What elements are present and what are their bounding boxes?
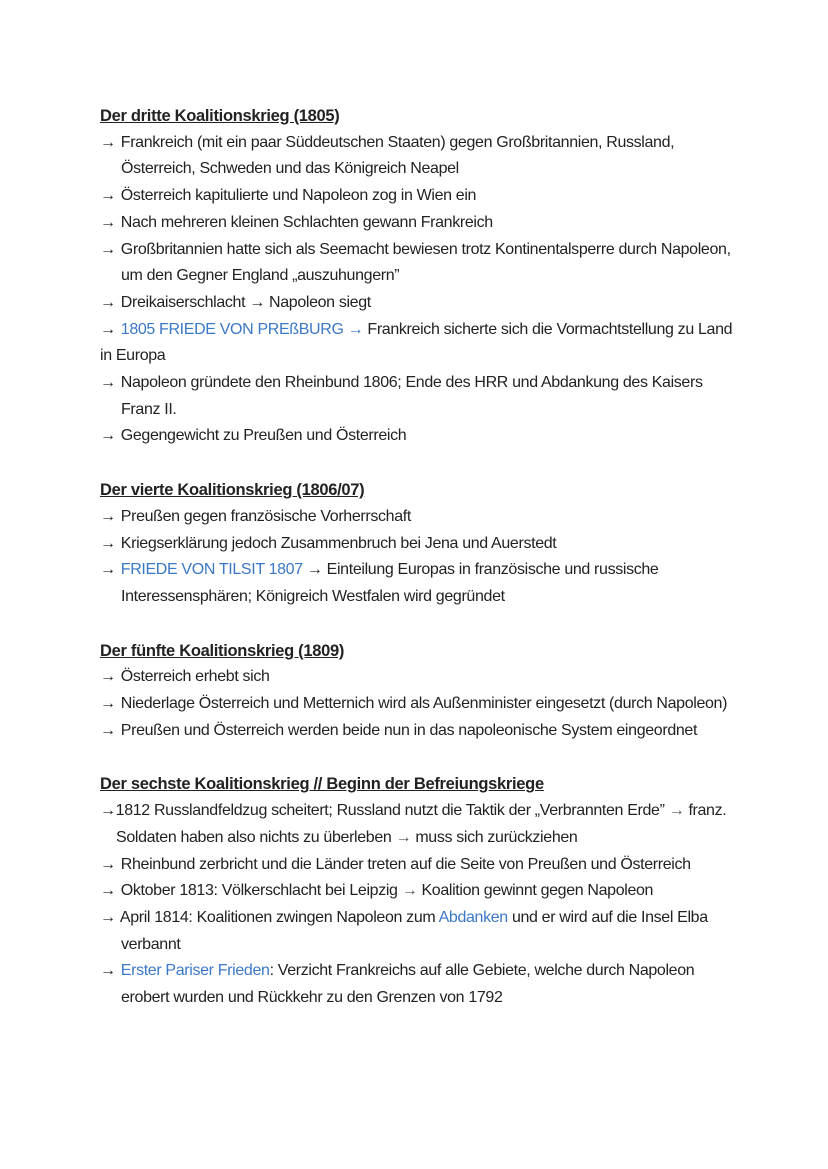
- list-item: [100, 852, 740, 879]
- arrow-icon: →: [100, 320, 116, 338]
- list-item: [100, 210, 740, 237]
- section-heading: Der sechste Koalitionskrieg // Beginn der Befreiungskriege: [100, 775, 544, 794]
- highlight-link[interactable]: Erster Pariser Frieden: [120, 962, 270, 980]
- item-text: Frankreich sicherte sich die Vormachtstellung zu Land in Europa: [100, 320, 733, 365]
- arrow-icon: →: [100, 187, 116, 205]
- section-heading: Der fünfte Koalitionskrieg (1809): [100, 641, 345, 660]
- item-text: Napoleon gründete den Rheinbund 1806; Ende des HRR und Abdankung des Kaisers Franz II.: [120, 374, 703, 418]
- list-item: [100, 557, 740, 610]
- section-fourth-coalition: [100, 477, 740, 611]
- arrow-icon: →: [100, 668, 116, 686]
- item-text: Nach mehreren kleinen Schlachten gewann Frankreich: [120, 213, 493, 231]
- arrow-icon: →: [100, 855, 116, 873]
- item-text-post: muss sich zurückziehen: [411, 828, 578, 846]
- document-page: [100, 103, 740, 1012]
- section-sixth-coalition: [100, 771, 740, 1011]
- arrow-icon: →: [100, 962, 116, 980]
- list-item: [100, 317, 740, 370]
- item-text: franz. Soldaten haben also nichts zu überleben: [116, 802, 727, 846]
- item-text: Österreich kapitulierte und Napoleon zog in Wien ein: [120, 187, 477, 205]
- list-item: [100, 905, 740, 958]
- arrow-icon: →: [100, 213, 116, 231]
- item-text-pre: Dreikaiserschlacht: [120, 293, 250, 311]
- arrow-icon: →: [100, 908, 116, 926]
- item-text: Preußen und Österreich werden beide nun in das napoleonische System eingeordnet: [120, 721, 698, 739]
- item-text: und er wird auf die Insel Elba verbannt: [121, 908, 708, 953]
- arrow-icon: →: [668, 802, 685, 820]
- list-item: [100, 664, 740, 691]
- section-fifth-coalition: [100, 638, 740, 745]
- item-text-pre: Oktober 1813: Völkerschlacht bei Leipzig: [120, 882, 402, 900]
- arrow-icon: →: [395, 828, 412, 846]
- section-heading: Der vierte Koalitionskrieg (1806/07): [100, 481, 365, 500]
- item-text: Gegengewicht zu Preußen und Österreich: [120, 427, 407, 445]
- arrow-icon: →: [100, 133, 116, 151]
- highlight-link[interactable]: FRIEDE VON TILSIT 1807: [120, 561, 303, 579]
- arrow-icon: →: [401, 882, 418, 900]
- arrow-icon: →: [100, 561, 116, 579]
- list-item: [100, 290, 740, 317]
- item-text-pre: 1812 Russlandfeldzug scheitert; Russland nutzt die Taktik der „Verbrannten Erde”: [115, 802, 669, 820]
- arrow-icon: →: [100, 374, 116, 392]
- arrow-icon: →: [100, 802, 116, 820]
- arrow-icon: →: [100, 240, 116, 258]
- list-item: [100, 531, 740, 558]
- list-item: [100, 798, 740, 851]
- item-text: Einteilung Europas in französische und russische Interessensphären; Königreich Westfalen wird gegründet: [121, 561, 659, 605]
- arrow-icon: →: [100, 427, 116, 445]
- arrow-icon: →: [347, 320, 364, 338]
- list-item: [100, 183, 740, 210]
- arrow-icon: →: [100, 507, 116, 525]
- item-text: Niederlage Österreich und Metternich wird als Außenminister eingesetzt (durch Napoleon): [120, 695, 728, 713]
- highlight-link[interactable]: 1805 FRIEDE VON PREßBURG: [120, 320, 344, 338]
- list-item: [100, 423, 740, 450]
- item-text: Frankreich (mit ein paar Süddeutschen Staaten) gegen Großbritannien, Russland, Österreich, Schweden und das Königreich Neapel: [120, 133, 675, 178]
- list-item: [100, 370, 740, 423]
- item-text: Großbritannien hatte sich als Seemacht bewiesen trotz Kontinentalsperre durch Napoleon, um den Gegner England „auszuhungern”: [120, 240, 731, 285]
- highlight-link[interactable]: Abdanken: [438, 908, 508, 926]
- section-heading: Der dritte Koalitionskrieg (1805): [100, 107, 340, 125]
- arrow-icon: →: [100, 695, 116, 713]
- list-item: [100, 718, 740, 745]
- arrow-icon: →: [100, 293, 116, 311]
- item-text: Koalition gewinnt gegen Napoleon: [417, 882, 654, 900]
- item-text: Österreich erhebt sich: [120, 668, 270, 686]
- arrow-icon: →: [100, 882, 116, 900]
- item-text: Napoleon siegt: [264, 293, 371, 311]
- list-item: [100, 958, 740, 1011]
- list-item: [100, 237, 740, 290]
- list-item: [100, 504, 740, 531]
- arrow-icon: →: [100, 534, 116, 552]
- item-text: Kriegserklärung jedoch Zusammenbruch bei Jena und Auerstedt: [120, 534, 557, 552]
- item-text-pre: April 1814: Koalitionen zwingen Napoleon zum: [119, 908, 439, 926]
- item-text: Rheinbund zerbricht und die Länder treten auf die Seite von Preußen und Österreich: [120, 855, 691, 873]
- list-item: [100, 878, 740, 905]
- arrow-icon: →: [100, 721, 116, 739]
- item-text: : Verzicht Frankreichs auf alle Gebiete, welche durch Napoleon erobert wurden und Rückkehr zu den Grenzen von 1792: [121, 962, 695, 1007]
- list-item: [100, 691, 740, 718]
- item-text: Preußen gegen französische Vorherrschaft: [120, 507, 411, 525]
- arrow-icon: →: [249, 293, 265, 311]
- section-third-coalition: [100, 103, 740, 450]
- list-item: [100, 130, 740, 183]
- arrow-icon: →: [306, 561, 323, 579]
